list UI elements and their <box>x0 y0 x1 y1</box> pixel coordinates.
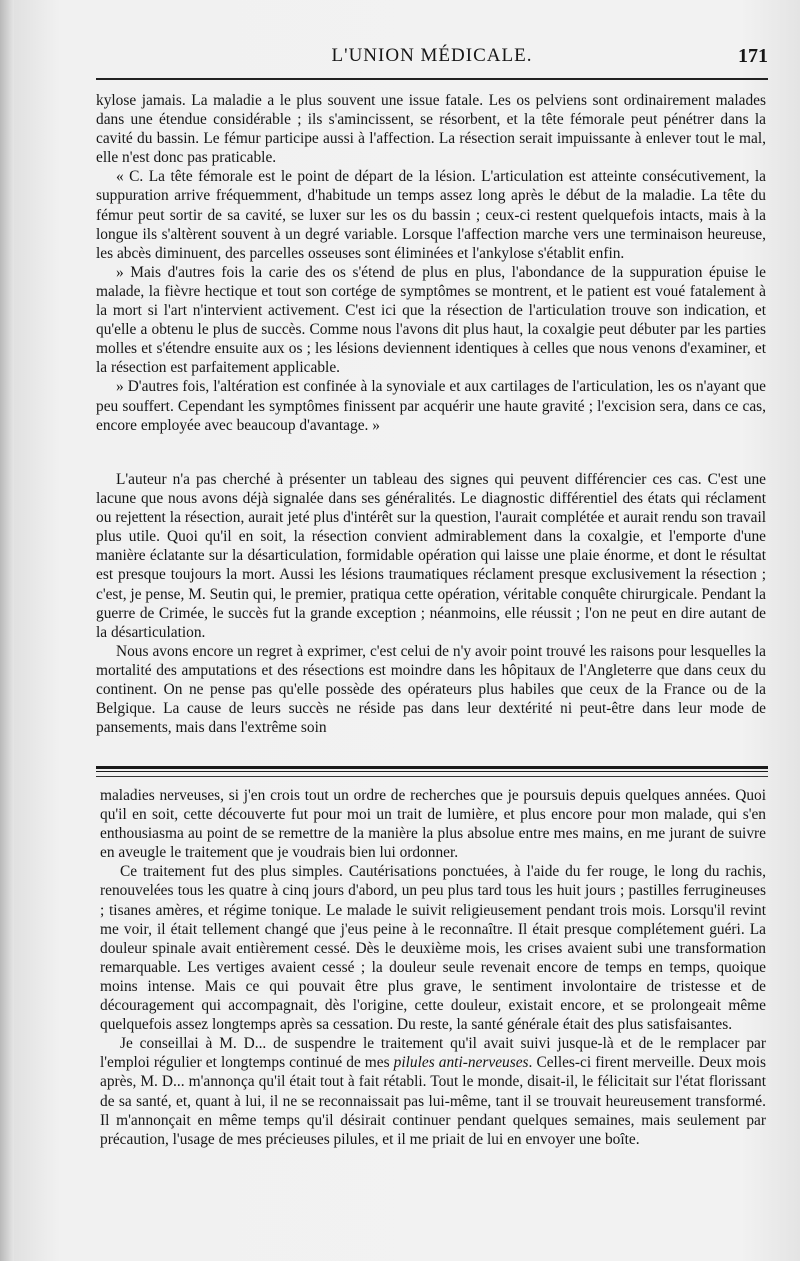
page-number: 171 <box>738 45 768 67</box>
paragraph: » D'autres fois, l'altération est confinée à la synoviale et aux cartilages de l'articulation, les os n'ayant que peu souffert. Cependant les symptômes finissent par acquérir une haute gravité ; l'excision sera, dans ce cas, encore employée avec beaucoup d'avantage. » <box>96 378 766 434</box>
main-text-lower <box>96 470 766 737</box>
text-run: . Celles-ci firent merveille. Deux mois après, M. D... m'annonça qu'il était tout à fait rétabli. Tout le monde, disait-il, le félicitait sur l'état florissant de sa santé, et, quant à lui, il ne se reconnaissait pas lui-même, tant il se trouvait heureusement transformé. Il m'annonçait en même temps qu'il désirait continuer pendant quelques semaines, mais seulement par précaution, l'usage de mes précieuses pilules, et il me priait de lui en envoyer une boîte. <box>100 1054 766 1148</box>
paragraph: « C. La tête fémorale est le point de départ de la lésion. L'articulation est atteinte consécutivement, la suppuration arrive fréquemment, d'habitude un temps assez long après le début de la maladie. La tête du fémur peut sortir de sa cavité, se luxer sur les os du bassin ; ceux-ci restent quelquefois intacts, mais à la longue ils s'altèrent souvent à un degré variable. Lorsque l'affection marche vers une terminaison heureuse, les abcès diminuent, des parcelles osseuses sont éliminées et l'ankylose s'établit enfin. <box>96 168 766 262</box>
paragraph: Ce traitement fut des plus simples. Cautérisations ponctuées, à l'aide du fer rouge, le long du rachis, renouvelées tous les quatre à cinq jours d'abord, un peu plus tard tous les huit jours ; pastilles ferrugineuses ; tisanes amères, et régime tonique. Le malade le suivit religieusement pendant trois mois. Lorsqu'il revint me voir, il était tellement changé que j'eus peine à le reconnaître. Il était presque complétement guéri. La douleur spinale avait entièrement cessé. Dès le deuxième mois, les crises avaient subi une transformation remarquable. Les vertiges avaient cessé ; la douleur seule revenait encore de temps en temps, quoique moins intense. Mais ce qui pouvait être plus grave, le sentiment involontaire de tristesse et de découragement qui accompagnait, dès l'origine, cette douleur, existait encore, et se prolongeait même quelquefois assez longtemps après sa cessation. Du reste, la santé générale était des plus satisfaisantes. <box>100 863 766 1034</box>
journal-title: L'UNION MÉDICALE. <box>331 45 533 66</box>
header-rule <box>96 78 768 80</box>
paragraph: Nous avons encore un regret à exprimer, c'est celui de n'y avoir point trouvé les raisons pour lesquelles la mortalité des amputations et des résections est moindre dans les hôpitaux de l'Angleterre que dans ceux du continent. On ne pense pas qu'elle possède des opérateurs plus habiles que ceux de la France ou de la Belgique. La cause de leurs succès ne réside pas dans leur dextérité ni peut-être dans leur mode de pansements, mais dans l'extrême soin <box>96 642 766 737</box>
feuilleton-text <box>100 786 766 1149</box>
paragraph: L'auteur n'a pas cherché à présenter un tableau des signes qui peuvent différencier ces cas. C'est une lacune que nous avons déjà signalée dans ses généralités. Le diagnostic différentiel des états qui réclament ou rejettent la résection, aurait jeté plus d'intérêt sur la question, l'aurait complétée et aurait rendu son travail plus utile. Quoi qu'il en soit, la résection convient admirablement dans la coxalgie, et l'emporte d'une manière éclatante sur la désarticulation, formidable opération qui laisse une plaie énorme, et dont le résultat est presque toujours la mort. Aussi les lésions traumatiques réclament presque exclusivement la résection ; c'est, je pense, M. Seutin qui, le premier, pratiqua cette opération, véritable conquête chirurgicale. Pendant la guerre de Crimée, le succès fut la grande exception ; néanmoins, elle réussit ; l'on ne peut en dire autant de la désarticulation. <box>96 471 766 641</box>
paragraph: » Mais d'autres fois la carie des os s'étend de plus en plus, l'abondance de la suppuration épuise le malade, la fièvre hectique et tout son cortége de symptômes se montrent, et le patient est voué fatalement à la mort si l'art n'intervient activement. C'est ici que la résection de l'articulation trouve son indication, et qu'elle a obtenu le plus de succès. Comme nous l'avons dit plus haut, la coxalgie peut débuter par les parties molles et s'étendre ensuite aux os ; les lésions deviennent identiques à celles que nous venons d'examiner, et la résection est parfaitement applicable. <box>96 263 766 377</box>
feuilleton-separator <box>96 766 768 772</box>
main-text-upper <box>96 91 766 435</box>
running-header <box>96 45 768 75</box>
italic-term: pilules anti-nerveuses <box>393 1054 529 1072</box>
feuilleton-separator-thin <box>96 776 768 777</box>
paragraph: kylose jamais. La maladie a le plus souvent une issue fatale. Les os pelviens sont ordinairement malades dans une étendue considérable ; ils s'amincissent, se résorbent, et la tête fémorale peut pénétrer dans la cavité du bassin. Le fémur participe aussi à l'affection. La résection serait impuissante à enlever tout le mal, elle n'est donc pas praticable. <box>96 92 766 167</box>
text-run: Je conseillai à M. D... de suspendre le traitement qu'il avait suivi jusque-là et de le remplacer par l'emploi régulier et longtemps continué de mes <box>100 1035 766 1072</box>
paragraph: maladies nerveuses, si j'en crois tout un ordre de recherches que je poursuis depuis quelques années. Quoi qu'il en soit, cette découverte fut pour moi un trait de lumière, et plus encore pour mon malade, qui s'en enthousiasma au point de se remettre de la manière la plus absolue entre mes mains, en me jurant de suivre en aveugle le traitement que je voudrais bien lui ordonner. <box>100 787 766 862</box>
paragraph <box>100 1034 766 1149</box>
page-edge-shadow <box>0 0 14 1261</box>
